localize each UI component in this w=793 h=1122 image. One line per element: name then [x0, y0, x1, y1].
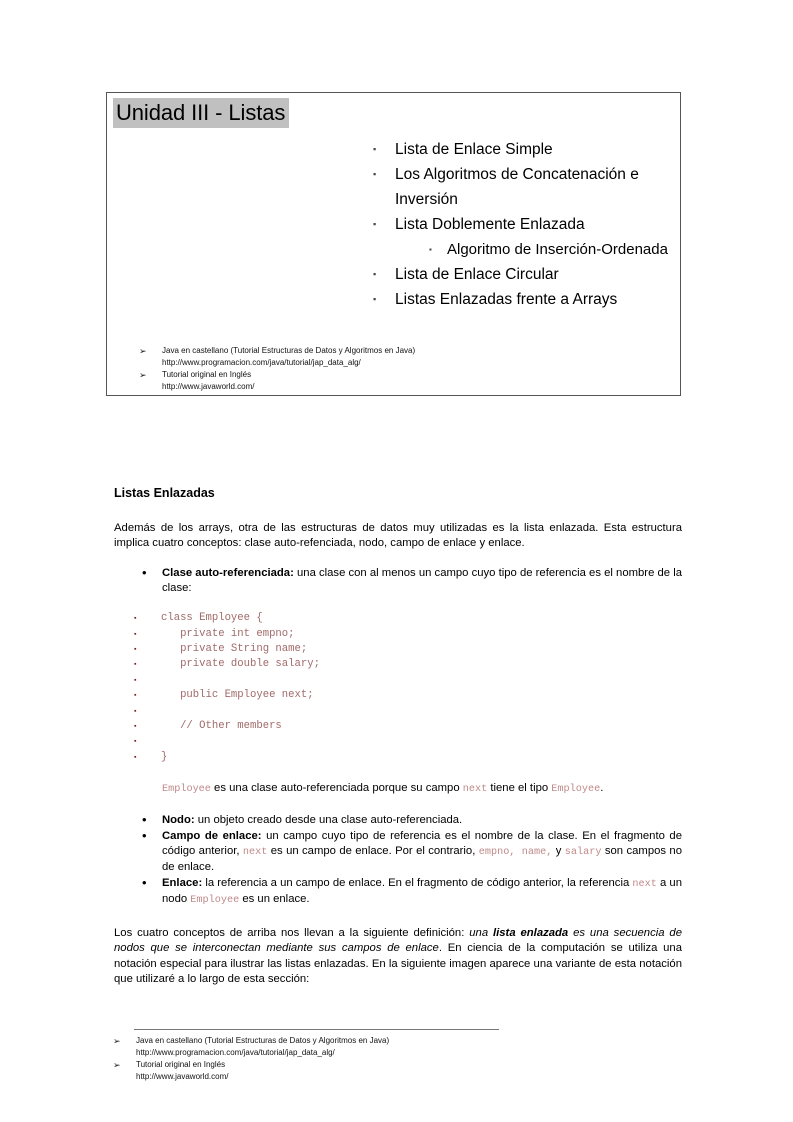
list-item — [114, 876, 682, 909]
inline-code: Employee — [162, 784, 211, 796]
slide-bullet-item — [372, 162, 672, 212]
code-line — [114, 719, 682, 734]
list-item — [114, 829, 682, 876]
square-bullet-icon: ▪ — [134, 753, 137, 761]
concept-definition: es un enlace. — [239, 892, 310, 905]
square-bullet-icon: ▪ — [134, 722, 137, 730]
concept-separator: : — [198, 876, 203, 889]
inline-code: Employee — [190, 894, 240, 906]
closing-italic-post: es una secuencia de nodos que se interconectan mediante sus campos de enlace — [114, 927, 682, 955]
arrow-bullet-icon: ➢ — [113, 1036, 121, 1046]
closing-paragraph — [114, 926, 682, 987]
arrow-bullet-icon: ➢ — [139, 369, 147, 380]
code-line — [114, 642, 682, 657]
concept-term: Campo de enlace — [162, 829, 258, 842]
code-line-text: } — [161, 750, 168, 763]
slide-sub-bullet-label: Algoritmo de Inserción-Ordenada — [447, 241, 668, 258]
concept-separator: : — [190, 814, 195, 827]
inline-code: salary — [564, 846, 602, 858]
concept-term: Enlace — [162, 876, 199, 889]
concept-definition: y — [552, 844, 565, 857]
concept-definition: la referencia a un campo de enlace. En el fragmento de código anterior, la referencia — [202, 876, 633, 889]
arrow-bullet-icon: ➢ — [113, 1059, 121, 1070]
slide-bullet-item — [372, 287, 672, 312]
inline-code: Employee — [551, 784, 601, 796]
code-line-text: public Employee next; — [161, 689, 314, 702]
code-line — [114, 673, 682, 688]
square-bullet-icon: ▪ — [134, 615, 137, 623]
slide-bullet-item — [372, 137, 672, 162]
reference-body — [136, 1035, 631, 1059]
square-bullet-icon: ▪ — [373, 219, 377, 229]
reference-body — [162, 345, 657, 369]
concept-list-first — [114, 566, 682, 597]
code-line — [114, 750, 682, 765]
square-bullet-icon: ▪ — [134, 707, 137, 715]
reference-title: Java en castellano (Tutorial Estructuras de Datos y Algoritmos en Java) — [136, 1036, 390, 1045]
code-line-text: class Employee { — [161, 612, 263, 625]
reference-url[interactable]: http://www.programacion.com/java/tutorial/jap_data_alg/ — [162, 358, 361, 367]
concept-definition: un campo cuyo tipo de referencia es el nombre de la clase. En el fragmento de código anterior, — [162, 829, 682, 857]
slide-box — [106, 92, 681, 396]
reference-body — [136, 1059, 631, 1083]
closing-italic-pre: una — [469, 927, 493, 940]
reference-url[interactable]: http://www.programacion.com/java/tutorial/jap_data_alg/ — [136, 1048, 335, 1057]
reference-item — [137, 369, 657, 393]
reference-url[interactable]: http://www.javaworld.com/ — [162, 381, 255, 391]
inline-code: empno, name, — [478, 846, 553, 858]
footer-references — [111, 1035, 631, 1082]
code-line-text: private int empno; — [161, 627, 295, 640]
code-line — [114, 627, 682, 642]
square-bullet-icon: ▪ — [134, 676, 137, 684]
closing-tail: . En ciencia de la computación se utiliza una notación especial para ilustrar las listas enlazadas. En la siguiente imagen aparece una variante de esta notación que utilizaré a lo largo de esta sección: — [114, 942, 682, 986]
code-line — [114, 704, 682, 719]
closing-lead: Los cuatro conceptos de arriba nos llevan a la siguiente definición: — [114, 927, 470, 940]
closing-emphasis: lista enlazada — [493, 927, 569, 940]
concept-term: Nodo — [162, 814, 191, 827]
concept-definition: un objeto creado desde una clase auto-referenciada. — [194, 814, 463, 827]
footer-divider — [134, 1029, 499, 1030]
code-note-text: es una clase auto-referenciada porque su campo — [210, 782, 463, 795]
slide-bullet-label: Listas Enlazadas frente a Arrays — [395, 291, 618, 308]
code-line-text: private double salary; — [161, 658, 320, 671]
slide-bullet-label: Lista de Enlace Circular — [395, 266, 559, 283]
reference-title: Tutorial original en Inglés — [136, 1059, 226, 1069]
slide-title-container — [113, 98, 289, 128]
square-bullet-icon: ▪ — [373, 294, 377, 304]
inline-code: next — [632, 878, 657, 890]
concept-definition: una clase con al menos un campo cuyo tipo de referencia es el nombre de la clase: — [162, 566, 682, 594]
code-line — [114, 734, 682, 749]
concept-definition: son campos no de enlace. — [162, 844, 682, 874]
document-content — [114, 486, 682, 987]
intro-paragraph: Además de los arrays, otra de las estructuras de datos muy utilizadas es la lista enlazada. Esta estructura implica cuatro conceptos: clase auto-refenciada, nodo, campo de enlace y enlace. — [114, 522, 682, 550]
code-note-text: . — [600, 782, 604, 795]
code-line — [114, 611, 682, 626]
square-bullet-icon: ▪ — [134, 661, 137, 669]
code-note-text: tiene el tipo — [487, 782, 552, 795]
square-bullet-icon: ▪ — [134, 692, 137, 700]
slide-bullet-label: Los Algoritmos de Concatenación e Inversión — [395, 166, 639, 208]
code-line-text: // Other members — [161, 719, 282, 732]
square-bullet-icon: ▪ — [134, 645, 137, 653]
reference-title: Tutorial original en Inglés — [162, 369, 252, 379]
arrow-bullet-icon: ➢ — [139, 346, 147, 356]
reference-title: Java en castellano (Tutorial Estructuras de Datos y Algoritmos en Java) — [162, 346, 416, 355]
concept-separator: : — [290, 566, 294, 579]
inline-code: next — [242, 846, 268, 858]
slide-title: Unidad III - Listas — [113, 98, 289, 128]
inline-code: next — [462, 784, 488, 796]
square-bullet-icon: ▪ — [134, 738, 137, 746]
reference-item — [137, 345, 657, 369]
concept-list — [114, 813, 682, 908]
slide-bullet-label: Lista de Enlace Simple — [395, 141, 553, 158]
concept-definition: a un nodo — [162, 876, 682, 905]
reference-body — [162, 369, 657, 393]
slide-references — [137, 345, 657, 392]
slide-bullet-item — [372, 262, 672, 287]
slide-bullet-list — [372, 137, 672, 312]
page-title: Listas Enlazadas — [114, 486, 215, 500]
reference-item — [111, 1035, 631, 1059]
code-block — [114, 611, 682, 765]
square-bullet-icon: ▪ — [373, 144, 377, 154]
concept-separator: : — [257, 829, 262, 842]
square-bullet-icon: ▪ — [373, 269, 377, 279]
code-line — [114, 688, 682, 703]
code-note-paragraph — [114, 781, 682, 797]
reference-item — [111, 1059, 631, 1083]
concept-definition: es un campo de enlace. Por el contrario, — [267, 844, 479, 857]
slide-bullet-item — [372, 212, 672, 237]
list-item — [114, 566, 682, 597]
code-line-text: private String name; — [161, 642, 308, 655]
concept-term: Clase auto-referenciada — [162, 566, 291, 579]
slide-bullet-label: Lista Doblemente Enlazada — [395, 216, 585, 233]
reference-url[interactable]: http://www.javaworld.com/ — [136, 1071, 229, 1081]
square-bullet-icon: ▪ — [429, 245, 432, 254]
code-line — [114, 657, 682, 672]
square-bullet-icon: ▪ — [373, 169, 377, 179]
square-bullet-icon: ▪ — [134, 630, 137, 638]
list-item — [114, 813, 682, 828]
slide-sub-bullet-item — [372, 237, 672, 262]
